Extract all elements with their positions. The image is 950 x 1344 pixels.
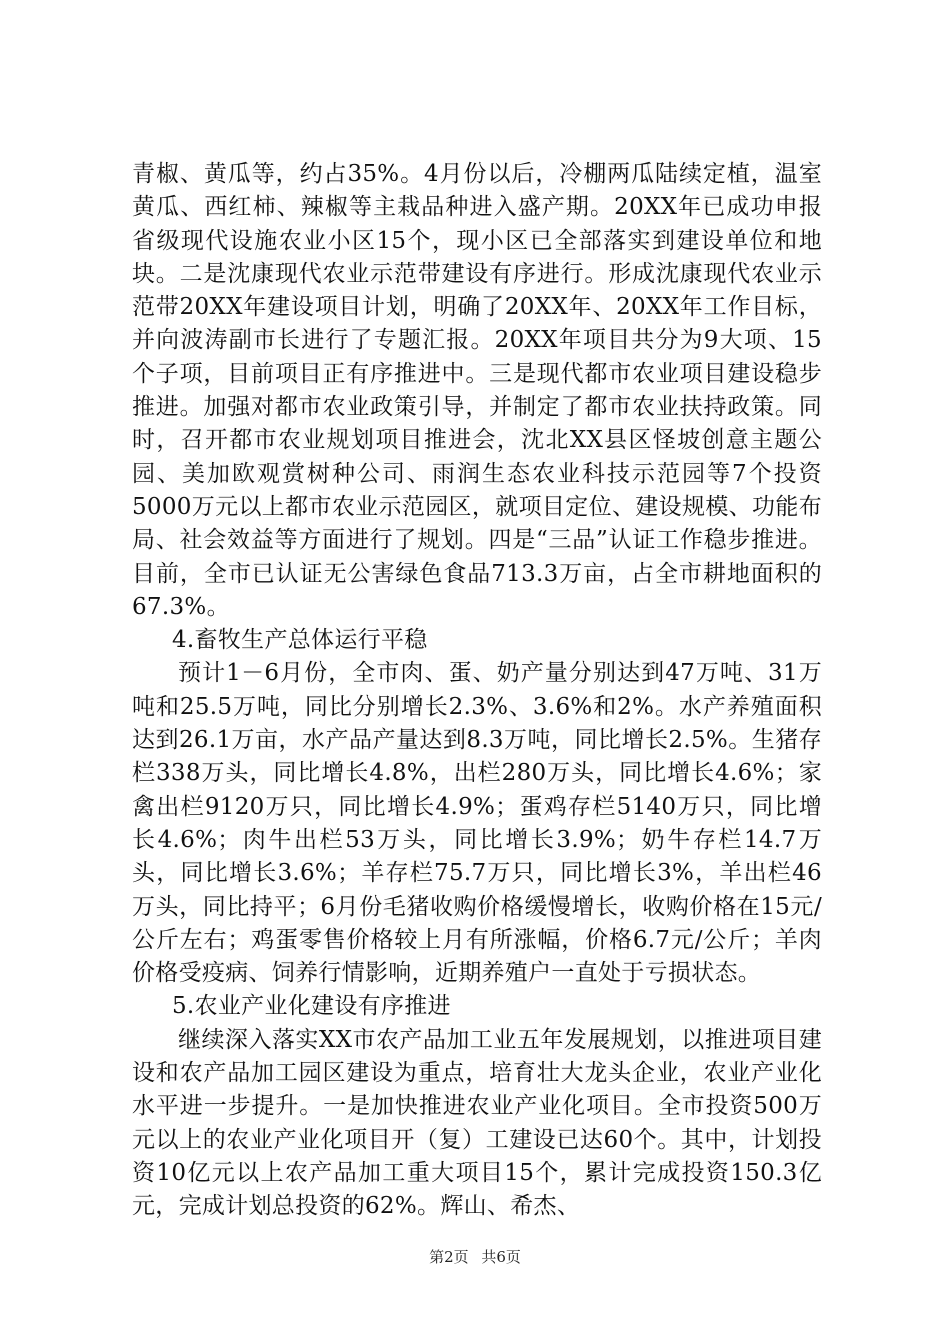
- section-heading-livestock: 4.畜牧生产总体运行平稳: [172, 627, 428, 654]
- page-total: 共6页: [481, 1248, 521, 1266]
- paragraph-industrialization: 继续深入落实XX市农产品加工业五年发展规划，以推进项目建设和农产品加工园区建设为重点，培育壮大龙头企业，农业产业化水平进一步提升。一是加快推进农业产业化项目。全市投资500万元以上的农业产业化项目开（复）工建设已达60个。其中，计划投资10亿元以上农产品加工重大项目15个，累计完成投资150.3亿元，完成计划总投资的62%。辉山、希杰、: [132, 1026, 822, 1220]
- section-heading-industrialization: 5.农业产业化建设有序推进: [172, 993, 451, 1020]
- page-footer: [0, 1246, 950, 1267]
- paragraph-livestock: 预计1－6月份，全市肉、蛋、奶产量分别达到47万吨、31万吨和25.5万吨，同比分别增长2.3%、3.6%和2%。水产养殖面积达到26.1万亩，水产品产量达到8.3万吨，同比增长2.5%。生猪存栏338万头，同比增长4.8%，出栏280万头，同比增长4.6%；家禽出栏9120万只，同比增长4.9%；蛋鸡存栏5140万只，同比增长4.6%；肉牛出栏53万头，同比增长3.9%；奶牛存栏14.7万头，同比增长3.6%；羊存栏75.7万只，同比增长3%，羊出栏46万头，同比持平；6月份毛猪收购价格缓慢增长，收购价格在15元/公斤左右；鸡蛋零售价格较上月有所涨幅，价格6.7元/公斤；羊肉价格受疫病、饲养行情影响，近期养殖户一直处于亏损状态。: [132, 660, 822, 987]
- page-number: 第2页: [429, 1248, 469, 1266]
- paragraph-continuation: 青椒、黄瓜等，约占35%。4月份以后，冷棚两瓜陆续定植，温室黄瓜、西红柿、辣椒等主栽品种进入盛产期。20XX年已成功申报省级现代设施农业小区15个，现小区已全部落实到建设单位和地块。二是沈康现代农业示范带建设有序进行。形成沈康现代农业示范带20XX年建设项目计划，明确了20XX年、20XX年工作目标，并向波涛副市长进行了专题汇报。20XX年项目共分为9大项、15个子项，目前项目正有序推进中。三是现代都市农业项目建设稳步推进。加强对都市农业政策引导，并制定了都市农业扶持政策。同时，召开都市农业规划项目推进会，沈北XX县区怪坡创意主题公园、美加欧观赏树种公司、雨润生态农业科技示范园等7个投资5000万元以上都市农业示范园区，就项目定位、建设规模、功能布局、社会效益等方面进行了规划。四是“三品”认证工作稳步推进。目前，全市已认证无公害绿色食品713.3万亩，占全市耕地面积的67.3%。: [132, 161, 822, 620]
- document-body: [132, 158, 822, 1224]
